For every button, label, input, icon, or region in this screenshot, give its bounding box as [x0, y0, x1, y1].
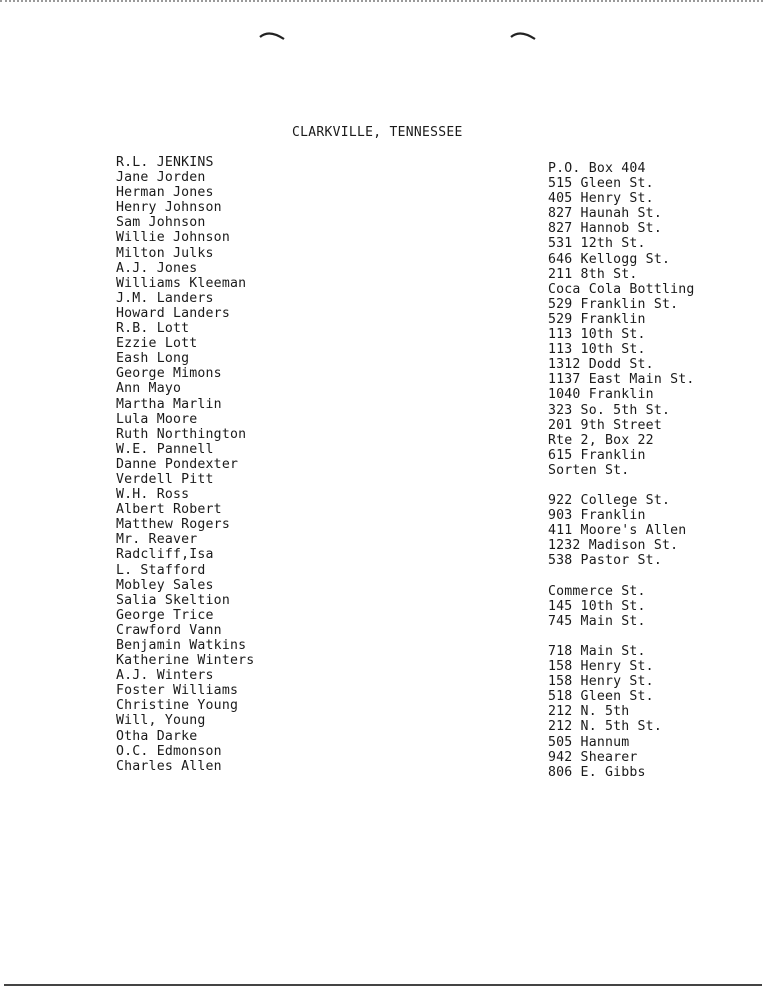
name-entry: W.H. Ross	[116, 487, 190, 503]
name-entry: A.J. Winters	[116, 668, 214, 684]
name-entry: Sam Johnson	[116, 215, 206, 231]
name-entry: Lula Moore	[116, 411, 198, 427]
address-entry: 745 Main St.	[548, 613, 646, 629]
address-entry: 113 10th St.	[548, 342, 646, 358]
name-entry: Eash Long	[116, 351, 190, 367]
name-entry: Radcliff,Isa	[116, 547, 214, 563]
name-entry: Danne Pondexter	[116, 456, 239, 472]
name-entry: Milton Julks	[116, 245, 214, 261]
address-entry: 1040 Franklin	[548, 387, 654, 403]
address-entry: 158 Henry St.	[548, 674, 654, 690]
name-entry: R.L. JENKINS	[116, 155, 214, 170]
address-entry: P.O. Box 404	[548, 161, 646, 176]
page-title: CLARKVILLE, TENNESSEE	[292, 125, 463, 140]
address-entry: 405 Henry St.	[548, 191, 654, 207]
name-entry: Martha Marlin	[116, 396, 222, 412]
address-entry: 505 Hannum	[548, 734, 630, 750]
address-entry: 646 Kellogg St.	[548, 251, 671, 267]
address-entry: 211 8th St.	[548, 266, 638, 282]
address-entry: 1232 Madison St.	[548, 538, 679, 554]
address-entry: Coca Cola Bottling	[548, 281, 695, 297]
name-entry: Ann Mayo	[116, 381, 182, 397]
address-entry: Rte 2, Box 22	[548, 432, 654, 448]
name-entry: George Trice	[116, 607, 214, 623]
name-entry: Ezzie Lott	[116, 336, 198, 352]
name-entry: J.M. Landers	[116, 290, 214, 306]
addresses-column	[548, 161, 695, 780]
address-entry: 113 10th St.	[548, 327, 646, 343]
name-entry: Albert Robert	[116, 502, 222, 518]
name-entry: Willie Johnson	[116, 230, 230, 246]
name-entry: Howard Landers	[116, 305, 230, 321]
address-entry: 1137 East Main St.	[548, 372, 695, 388]
name-entry: Henry Johnson	[116, 200, 222, 216]
name-entry: W.E. Pannell	[116, 441, 214, 457]
hole-punch-mark-right	[510, 30, 536, 40]
address-entry: 827 Haunah St.	[548, 206, 662, 222]
hole-punch-mark-left	[259, 30, 285, 40]
name-entry: Mobley Sales	[116, 577, 214, 593]
name-entry: Benjamin Watkins	[116, 638, 247, 653]
address-entry: 922 College St.	[548, 493, 671, 509]
address-entry: 212 N. 5th	[548, 704, 630, 720]
address-entry: Commerce St.	[548, 583, 646, 599]
name-entry: Crawford Vann	[116, 622, 222, 638]
address-entry: 529 Franklin St.	[548, 296, 679, 312]
name-entry: Herman Jones	[116, 185, 214, 201]
address-entry: Sorten St.	[548, 462, 630, 478]
name-entry: Mr. Reaver	[116, 532, 198, 548]
name-entry: Salia Skeltion	[116, 592, 230, 608]
address-entry: 1312 Dodd St.	[548, 357, 654, 373]
names-column	[116, 155, 254, 774]
name-entry: George Mimons	[116, 366, 222, 382]
address-entry: 538 Pastor St.	[548, 553, 662, 569]
page-bottom-edge	[4, 984, 762, 986]
name-entry: O.C. Edmonson	[116, 743, 222, 759]
address-entry	[548, 569, 695, 584]
name-entry: Matthew Rogers	[116, 517, 230, 533]
address-entry: 515 Gleen St.	[548, 176, 654, 192]
name-entry: Jane Jorden	[116, 170, 206, 186]
name-entry: L. Stafford	[116, 562, 206, 578]
address-entry: 806 E. Gibbs	[548, 764, 646, 780]
name-entry: Williams Kleeman	[116, 275, 247, 291]
name-entry: Foster Williams	[116, 683, 239, 699]
name-entry: Will, Young	[116, 713, 206, 729]
address-entry: 827 Hannob St.	[548, 221, 662, 237]
address-entry	[548, 629, 695, 644]
name-entry: R.B. Lott	[116, 321, 190, 337]
page-top-edge	[0, 0, 763, 4]
name-entry: Ruth Northington	[116, 426, 247, 442]
address-entry: 518 Gleen St.	[548, 689, 654, 705]
address-entry: 615 Franklin	[548, 447, 646, 463]
name-entry: Verdell Pitt	[116, 471, 214, 487]
address-entry: 942 Shearer	[548, 749, 638, 765]
address-entry: 323 So. 5th St.	[548, 402, 671, 418]
address-entry: 411 Moore's Allen	[548, 523, 687, 539]
name-entry: Christine Young	[116, 698, 239, 714]
address-entry	[548, 478, 695, 493]
address-entry: 718 Main St.	[548, 644, 646, 659]
address-entry: 158 Henry St.	[548, 659, 654, 675]
address-entry: 531 12th St.	[548, 236, 646, 252]
address-entry: 145 10th St.	[548, 598, 646, 614]
name-entry: Otha Darke	[116, 728, 198, 744]
address-entry: 529 Franklin	[548, 311, 646, 327]
address-entry: 201 9th Street	[548, 417, 662, 433]
address-entry: 903 Franklin	[548, 508, 646, 524]
address-entry: 212 N. 5th St.	[548, 719, 662, 735]
name-entry: Charles Allen	[116, 758, 222, 774]
name-entry: A.J. Jones	[116, 260, 198, 276]
name-entry: Katherine Winters	[116, 653, 255, 669]
